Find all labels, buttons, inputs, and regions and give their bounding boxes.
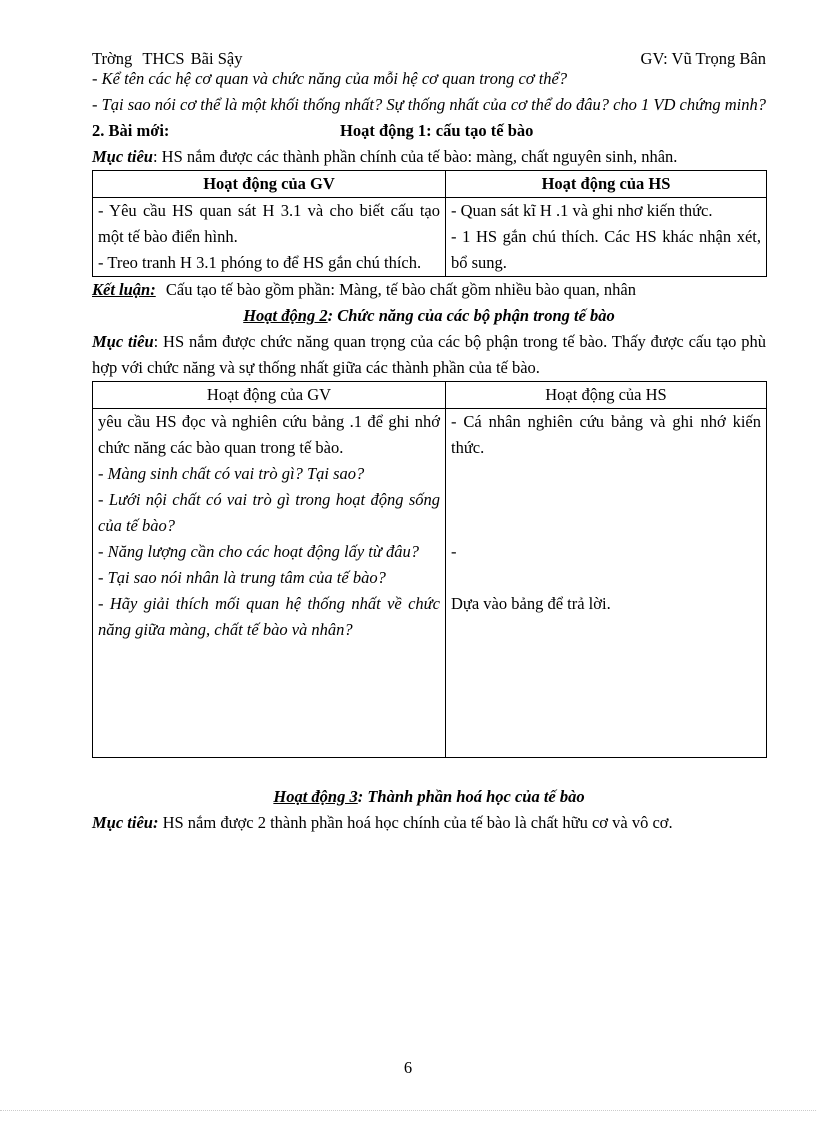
gv-cell bbox=[93, 409, 446, 758]
activity-2-title bbox=[92, 303, 766, 329]
hs-dash: - bbox=[451, 542, 457, 561]
gv-question-4: - Tại sao nói nhân là trung tâm của tế bào? bbox=[98, 568, 386, 587]
activity-1-table bbox=[92, 170, 767, 277]
gv-line-2: - Treo tranh H 3.1 phóng to để HS gắn chú thích. bbox=[98, 253, 422, 272]
page-content bbox=[92, 48, 766, 836]
gv-intro: yêu cầu HS đọc và nghiên cứu bảng .1 để ghi nhớ chức năng các bào quan trong tế bào. bbox=[98, 412, 440, 457]
objective-text: : HS nắm được chức năng quan trọng của các bộ phận trong tế bào. Thấy được cấu tạo phù hợp với chức năng và sự thống nhất giữa các thành phần của tế bào. bbox=[92, 332, 766, 377]
activity-3-title-text: : Thành phần hoá học của tế bào bbox=[357, 787, 585, 806]
hs-cell bbox=[446, 198, 767, 277]
conclusion-label: Kết luận: bbox=[92, 280, 156, 299]
activity-2-objective bbox=[92, 329, 766, 381]
gv-line-1: - Yêu cầu HS quan sát H 3.1 và cho biết cấu tạo một tế bào điển hình. bbox=[98, 201, 440, 246]
activity-3-label: Hoạt động 3 bbox=[273, 787, 358, 806]
objective-text: HS nắm được 2 thành phần hoá học chính của tế bào là chất hữu cơ và vô cơ. bbox=[158, 813, 673, 832]
gv-question-1: - Màng sinh chất có vai trò gì? Tại sao? bbox=[98, 464, 365, 483]
activity-2-label: Hoạt động 2 bbox=[243, 306, 328, 325]
school-name: Bãi Sậy bbox=[190, 49, 243, 68]
conclusion-text: Cấu tạo tế bào gồm phần: Màng, tế bào chất gồm nhiều bào quan, nhân bbox=[165, 280, 636, 299]
page-number: 6 bbox=[403, 1058, 413, 1077]
col-hs-header: Hoạt động của HS bbox=[446, 382, 767, 409]
intro-question-1: - Kể tên các hệ cơ quan và chức năng của mỗi hệ cơ quan trong cơ thể? bbox=[92, 69, 568, 88]
col-gv-header: Hoạt động của GV bbox=[93, 382, 446, 409]
hs-line-1: - Cá nhân nghiên cứu bảng và ghi nhớ kiến thức. bbox=[451, 412, 761, 457]
activity-1-conclusion bbox=[92, 277, 766, 303]
activity-3-objective bbox=[92, 810, 766, 836]
activity-2-table bbox=[92, 381, 767, 758]
objective-label: Mục tiêu: bbox=[92, 813, 159, 832]
objective-label: Mục tiêu bbox=[92, 147, 153, 166]
table-row bbox=[93, 409, 767, 758]
page-bottom-divider bbox=[0, 1110, 816, 1111]
hs-line-1: - Quan sát kĩ H .1 và ghi nhơ kiến thức. bbox=[451, 201, 713, 220]
school-type: THCS bbox=[142, 49, 185, 68]
intro-question-2: - Tại sao nói cơ thể là một khối thống nhất? Sự thống nhất của cơ thể do đâu? cho 1 VD chứng minh? bbox=[92, 95, 767, 114]
spacer bbox=[92, 758, 766, 784]
objective-text: : HS nắm được các thành phần chính của tế bào: màng, chất nguyên sinh, nhân. bbox=[152, 147, 678, 166]
objective-label: Mục tiêu bbox=[92, 332, 154, 351]
col-gv-header: Hoạt động của GV bbox=[93, 171, 446, 198]
activity-1-title: Hoạt động 1: cấu tạo tế bào bbox=[340, 121, 534, 140]
gv-cell bbox=[93, 198, 446, 277]
gv-question-3: - Năng lượng cần cho các hoạt động lấy từ đâu? bbox=[98, 542, 420, 561]
table-row bbox=[93, 198, 767, 277]
hs-cell bbox=[446, 409, 767, 758]
table-header-row bbox=[93, 171, 767, 198]
teacher-name: GV: Vũ Trọng Bân bbox=[640, 49, 766, 68]
gv-question-5: - Hãy giải thích mối quan hệ thống nhất về chức năng giữa màng, chất tế bào và nhân? bbox=[98, 594, 440, 639]
activity-2-title-text: : Chức năng của các bộ phận trong tế bào bbox=[327, 306, 615, 325]
hs-line-2: - 1 HS gắn chú thích. Các HS khác nhận xét, bổ sung. bbox=[451, 227, 761, 272]
table-header-row bbox=[93, 382, 767, 409]
gv-question-2: - Lưới nội chất có vai trò gì trong hoạt động sống của tế bào? bbox=[98, 490, 440, 535]
activity-1-objective bbox=[92, 144, 766, 170]
col-hs-header: Hoạt động của HS bbox=[446, 171, 767, 198]
activity-3-title bbox=[92, 784, 766, 810]
hs-line-2: Dựa vào bảng để trả lời. bbox=[451, 594, 611, 613]
section-2-heading bbox=[92, 118, 766, 144]
section-number: 2. Bài mới: bbox=[92, 121, 170, 140]
school-prefix: Trờng bbox=[92, 49, 133, 68]
